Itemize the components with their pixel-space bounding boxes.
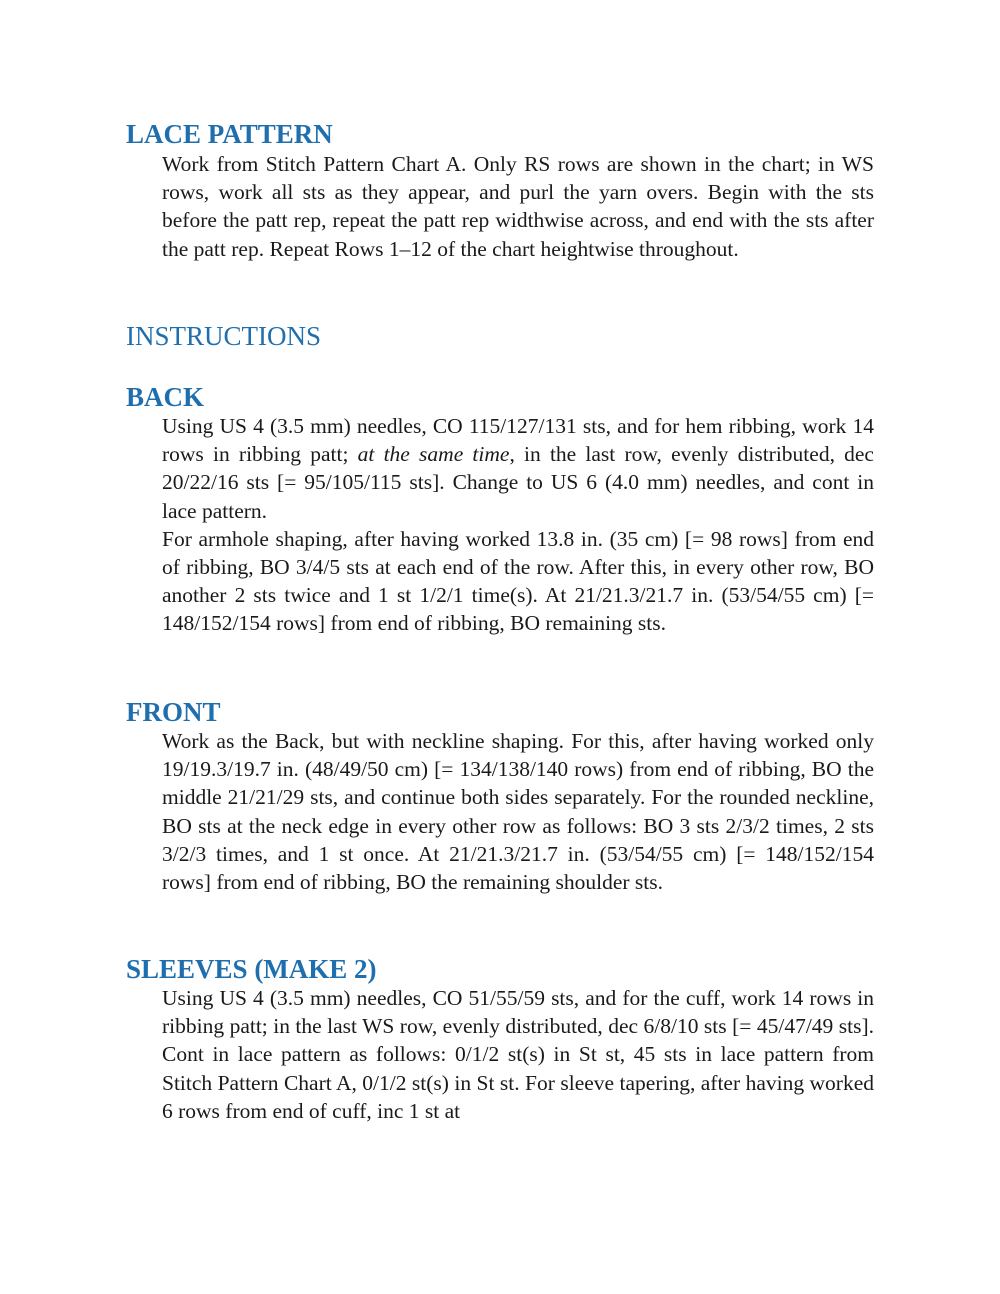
sleeves-text	[162, 984, 874, 1125]
sleeves-heading: SLEEVES (MAKE 2)	[126, 954, 377, 984]
back-paragraph-1	[162, 412, 874, 525]
back-paragraph-1-italic: at the same time	[357, 442, 510, 467]
back-text	[162, 412, 874, 638]
instructions-heading: INSTRUCTIONS	[126, 321, 322, 351]
back-paragraph-1-end: , in the last row, evenly distributed, dec 20/22/16 sts [= 95/105/115 sts]. Change to US 6 (4.0 mm) needles, and cont in lace pattern.	[162, 442, 874, 523]
back-paragraph-1-start: Using US 4 (3.5 mm) needles, CO 115/127/131 sts, and for hem ribbing, work 14 rows in ribbing patt;	[162, 414, 874, 467]
front-text	[162, 727, 874, 896]
lace-pattern-text	[162, 150, 874, 263]
back-heading: BACK	[126, 382, 205, 412]
sleeves-paragraph: Using US 4 (3.5 mm) needles, CO 51/55/59 sts, and for the cuff, work 14 rows in ribbing patt; in the last WS row, evenly distributed, dec 6/8/10 sts [= 45/47/49 sts]. Cont in lace pattern as follows: 0/1/2 st(s) in St st, 45 sts in lace pattern from Stitch Pattern Chart A, 0/1/2 st(s) in St st. For sleeve tapering, after having worked 6 rows from end of cuff, inc 1 st at	[162, 986, 874, 1123]
front-heading: FRONT	[126, 697, 221, 727]
lace-pattern-paragraph: Work from Stitch Pattern Chart A. Only RS rows are shown in the chart; in WS rows, work all sts as they appear, and purl the yarn overs. Begin with the sts before the patt rep, repeat the patt rep widthwise across, and end with the sts after the patt rep. Repeat Rows 1–12 of the chart heightwise throughout.	[162, 152, 874, 261]
back-paragraph-2: For armhole shaping, after having worked 13.8 in. (35 cm) [= 98 rows] from end of ribbing, BO 3/4/5 sts at each end of the row. After this, in every other row, BO another 2 sts twice and 1 st 1/2/1 time(s). At 21/21.3/21.7 in. (53/54/55 cm) [= 148/152/154 rows] from end of ribbing, BO remaining sts.	[162, 526, 874, 636]
lace-pattern-heading: LACE PATTERN	[126, 119, 333, 149]
front-paragraph: Work as the Back, but with neckline shaping. For this, after having worked only 19/19.3/19.7 in. (48/49/50 cm) [= 134/138/140 rows) from end of ribbing, BO the middle 21/21/29 sts, and continue both sides separately. For the rounded neckline, BO sts at the neck edge in every other row as follows: BO 3 sts 2/3/2 times, 2 sts 3/2/3 times, and 1 st once. At 21/21.3/21.7 in. (53/54/55 cm) [= 148/152/154 rows] from end of ribbing, BO the remaining shoulder sts.	[162, 729, 874, 895]
